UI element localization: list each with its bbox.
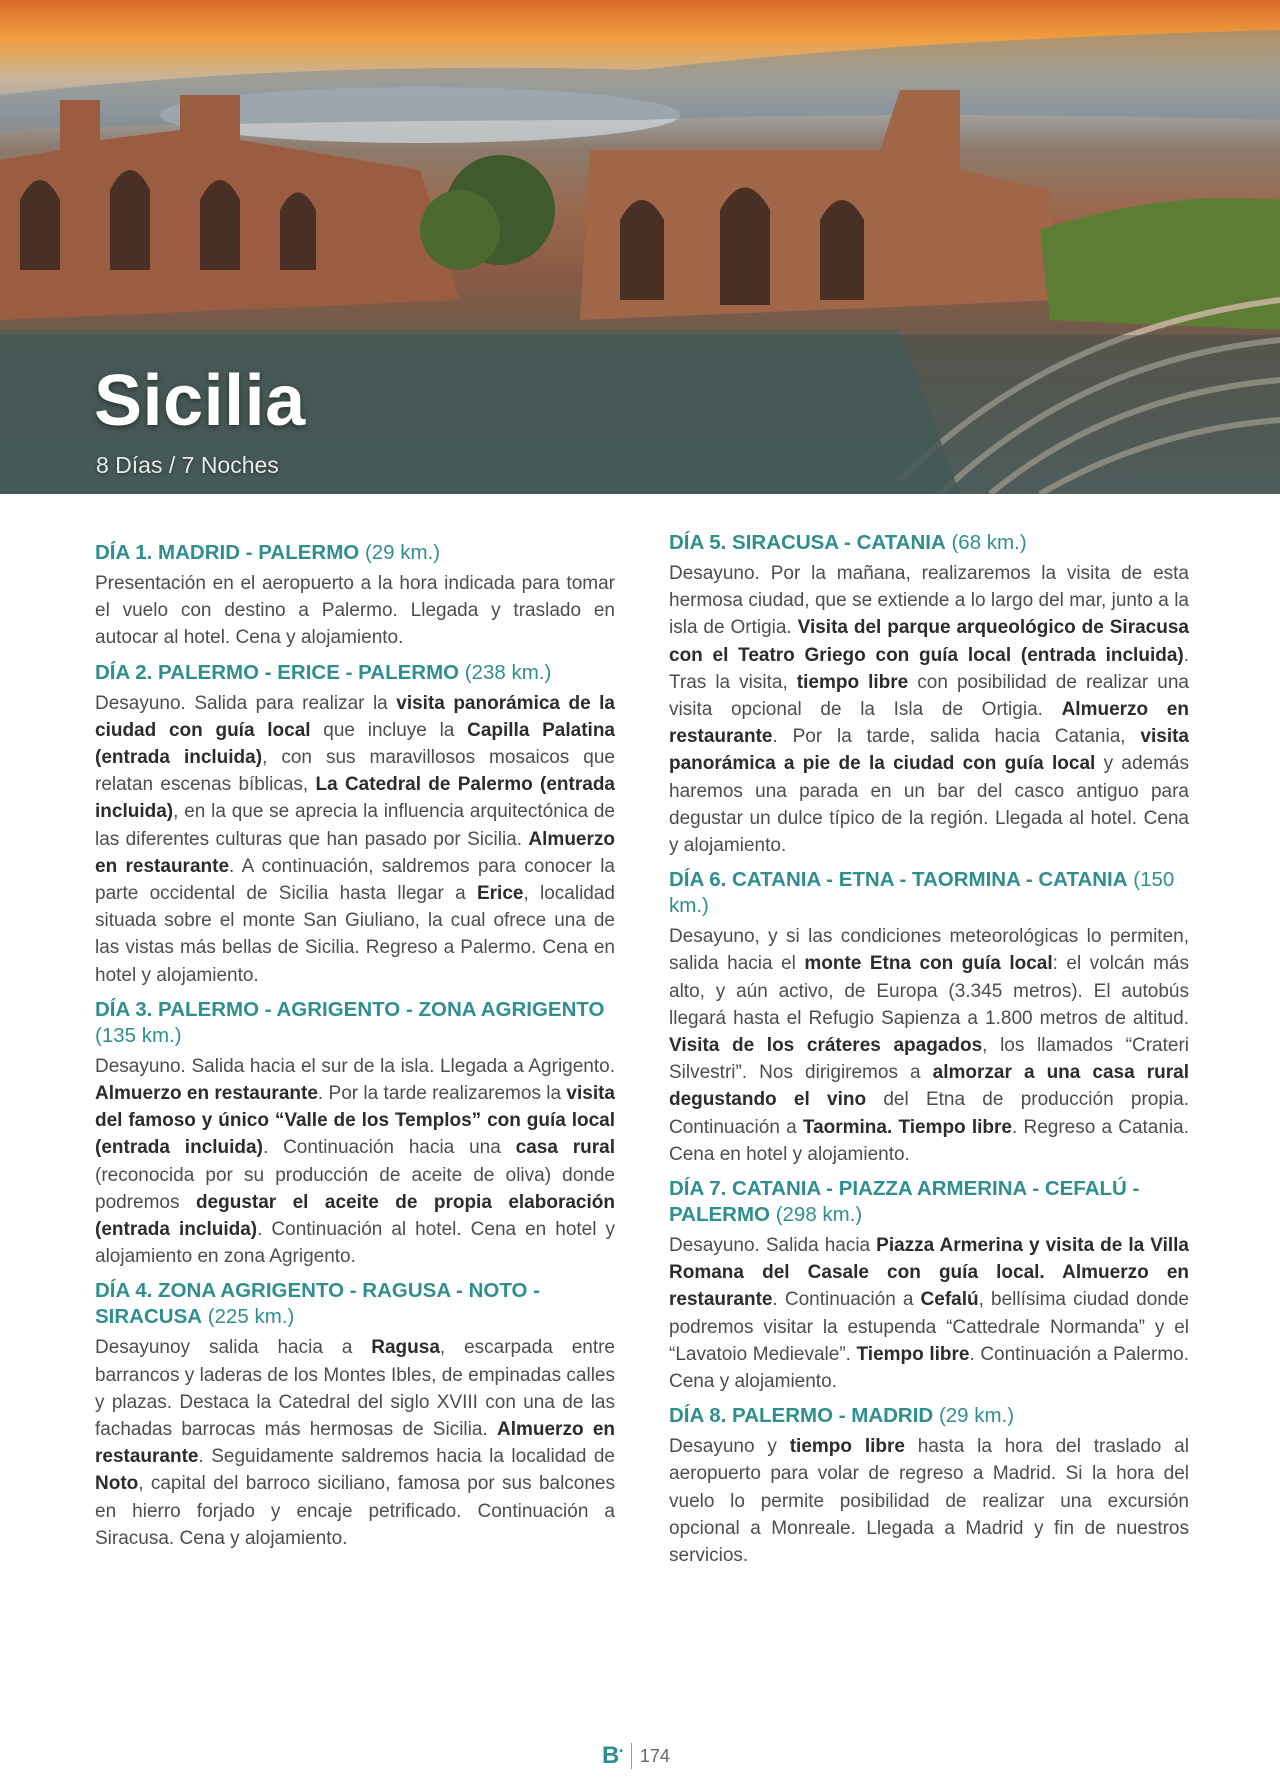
- day-description: [669, 1433, 1189, 1569]
- day-block: [669, 867, 1189, 1168]
- day-description: [669, 923, 1189, 1168]
- body-text: , con sus maravillosos mosaicos que relatan escenas bíblicas,: [95, 747, 615, 796]
- body-text: . Tras la visita,: [669, 644, 1189, 693]
- body-text: , en la que se aprecia la influencia arquitectónica de las diferentes culturas que han pasado por Sicilia.: [95, 801, 615, 850]
- day-heading: [95, 997, 615, 1049]
- itinerary-column-right: [669, 530, 1189, 1577]
- highlight-text: Visita de los cráteres apagados: [669, 1035, 983, 1057]
- body-text: . Regreso a Catania. Cena en hotel y alojamiento.: [669, 1116, 1190, 1165]
- day-route: CATANIA - PIAZZA ARMERINA - CEFALÚ - PALERMO: [669, 1177, 1140, 1227]
- highlight-text: Piazza Armerina y visita de la Villa Romana del Casale con guía local. Almuerzo en restaurante: [669, 1235, 1189, 1311]
- day-route: PALERMO - ERICE - PALERMO: [158, 660, 460, 684]
- highlight-text: Ragusa: [371, 1337, 440, 1359]
- day-distance: (135 km.): [95, 1023, 182, 1047]
- body-text: . A continuación, saldremos para conocer la parte occidental de Sicilia hasta llegar a: [95, 855, 615, 905]
- body-text: Desayuno. Salida para realizar la: [95, 692, 397, 714]
- highlight-text: Erice: [476, 883, 524, 905]
- day-distance: (225 km.): [207, 1305, 295, 1329]
- day-heading: [95, 1278, 615, 1330]
- body-text: del Etna de producción propia. Continuación a: [669, 1089, 1190, 1138]
- body-text: . Continuación a Palermo. Cena y alojamiento.: [669, 1343, 1189, 1393]
- highlight-text: casa rural: [515, 1137, 615, 1159]
- page-number: 174: [639, 1745, 670, 1766]
- day-label: DÍA 7.: [669, 1177, 727, 1201]
- body-text: , bellísima ciudad donde podremos visitar la estupenda “Cattedrale Normanda” y el “Lavatoio Medievale”.: [669, 1289, 1189, 1365]
- day-heading: [95, 660, 615, 686]
- body-text: Desayuno. Salida hacia el sur de la isla. Llegada a Agrigento.: [95, 1055, 615, 1077]
- day-route: PALERMO - AGRIGENTO - ZONA AGRIGENTO: [158, 997, 605, 1021]
- body-text: , los llamados “Crateri Silvestri”. Nos dirigiremos a: [669, 1035, 1189, 1084]
- highlight-text: visita panorámica de la ciudad con guía local: [95, 692, 615, 741]
- highlight-text: La Catedral de Palermo (entrada incluida): [95, 774, 615, 823]
- highlight-text: Noto: [95, 1473, 139, 1495]
- hero-banner: [0, 0, 1280, 494]
- day-block: [95, 1278, 615, 1552]
- day-block: [95, 997, 615, 1271]
- body-text: . Continuación hacia una: [262, 1137, 516, 1159]
- highlight-text: Almuerzo en restaurante: [95, 1419, 615, 1468]
- day-block: [669, 530, 1189, 859]
- page-footer: [602, 1742, 670, 1770]
- body-text: hasta la hora del traslado al aeropuerto para volar de regreso a Madrid. Si la hora del vuelo lo permite posibilidad de realizar una excursión opcional a Monreale. Llegada a Madrid y fin de nuestros servicios.: [669, 1436, 1189, 1567]
- highlight-text: tiempo libre: [796, 671, 909, 693]
- body-text: , capital del barroco siciliano, famosa por sus balcones en hierro forjado y encaje petrificado. Continuación a Siracusa. Cena y alojamiento.: [95, 1473, 615, 1549]
- highlight-text: Cefalú: [920, 1289, 979, 1311]
- day-description: [95, 690, 615, 989]
- day-distance: (68 km.): [951, 531, 1027, 554]
- day-label: DÍA 6.: [669, 868, 727, 892]
- day-route: PALERMO - MADRID: [732, 1404, 934, 1428]
- body-text: , escarpada entre barrancos y laderas de los Montes Ibles, de empinadas calles y plazas. Destaca la Catedral del siglo XVIII con una de las fachadas barrocas más hermosas de Sicilia.: [95, 1337, 616, 1441]
- day-label: DÍA 8.: [669, 1404, 727, 1428]
- day-block: [669, 1176, 1189, 1395]
- day-heading: [95, 540, 615, 566]
- day-block: [95, 540, 615, 652]
- day-route: CATANIA - ETNA - TAORMINA - CATANIA: [732, 868, 1128, 892]
- body-text: Presentación en el aeropuerto a la hora indicada para tomar el vuelo con destino a Palermo. Llegada y traslado en autocar al hotel. Cena y alojamiento.: [95, 573, 615, 649]
- day-heading: [669, 1403, 1189, 1429]
- day-label: DÍA 4.: [95, 1279, 153, 1303]
- highlight-text: Visita del parque arqueológico de Siracusa con el Teatro Griego con guía local (entrada incluida): [669, 617, 1189, 666]
- day-block: [95, 660, 615, 989]
- body-text: y además haremos una parada en un bar del casco antiguo para degustar un dulce típico de la región. Llegada al hotel. Cena y alojamiento.: [669, 753, 1189, 857]
- body-text: Desayunoy salida hacia a: [95, 1337, 372, 1359]
- day-distance: (238 km.): [464, 660, 552, 684]
- day-heading: [669, 1176, 1189, 1228]
- highlight-text: degustar el aceite de propia elaboración (entrada incluida): [95, 1191, 615, 1241]
- body-text: con posibilidad de realizar una visita opcional de la Isla de Ortigia.: [669, 671, 1189, 721]
- day-distance: (29 km.): [938, 1404, 1015, 1428]
- day-route: MADRID - PALERMO: [158, 541, 360, 564]
- highlight-text: Almuerzo en restaurante: [669, 699, 1189, 748]
- highlight-text: monte Etna con guía local: [804, 953, 1053, 975]
- day-description: [95, 1053, 615, 1271]
- body-text: que incluye la: [310, 719, 468, 741]
- body-text: Desayuno, y si las condiciones meteorológicas lo permiten, salida hacia el: [669, 926, 1189, 975]
- body-text: . Por la tarde, salida hacia Catania,: [772, 726, 1141, 748]
- day-description: [95, 570, 615, 652]
- body-text: Desayuno y: [669, 1436, 790, 1458]
- body-text: . Por la tarde realizaremos la: [317, 1083, 567, 1105]
- day-block: [669, 1403, 1189, 1569]
- day-distance: (298 km.): [775, 1203, 863, 1227]
- day-description: [669, 560, 1189, 859]
- itinerary-column-left: [95, 540, 615, 1560]
- body-text: Desayuno. Por la mañana, realizaremos la visita de esta hermosa ciudad, que se extiende a lo largo del mar, junto a la isla de Ortigia.: [669, 563, 1189, 639]
- highlight-text: visita del famoso y único “Valle de los Templos” con guía local (entrada incluida): [95, 1083, 615, 1159]
- highlight-text: visita panorámica a pie de la ciudad con guía local: [669, 726, 1189, 775]
- brand-logo: B•: [602, 1742, 623, 1769]
- body-text: : el volcán más alto, y aún activo, de Europa (3.345 metros). El autobús llegará hasta el Refugio Sapienza a 1.800 metros de altitud.: [669, 953, 1189, 1029]
- day-description: [95, 1334, 615, 1552]
- day-distance: (29 km.): [364, 541, 441, 564]
- day-label: DÍA 2.: [95, 660, 153, 684]
- footer-divider: [631, 1743, 632, 1769]
- day-distance: (150 km.): [669, 868, 1175, 918]
- page-title: Sicilia: [94, 361, 306, 441]
- body-text: . Continuación a: [772, 1289, 921, 1311]
- highlight-text: Almuerzo en restaurante: [95, 1083, 318, 1105]
- body-text: , localidad situada sobre el monte San Giuliano, la cual ofrece una de las vistas más bellas de Sicilia. Regreso a Palermo. Cena en hotel y alojamiento.: [95, 883, 615, 986]
- highlight-text: Capilla Palatina (entrada incluida): [95, 719, 615, 769]
- day-heading: [669, 530, 1189, 556]
- day-label: DÍA 5.: [669, 531, 727, 554]
- highlight-text: almorzar a una casa rural degustando el vino: [669, 1062, 1190, 1111]
- body-text: (reconocida por su producción de aceite de oliva) donde podremos: [95, 1164, 615, 1213]
- day-label: DÍA 3.: [95, 997, 153, 1021]
- day-label: DÍA 1.: [95, 541, 153, 564]
- highlight-text: Taormina. Tiempo libre: [802, 1116, 1012, 1138]
- day-description: [669, 1232, 1189, 1395]
- trip-duration: 8 Días / 7 Noches: [96, 452, 279, 478]
- body-text: . Continuación al hotel. Cena en hotel y alojamiento en zona Agrigento.: [95, 1219, 615, 1268]
- day-route: ZONA AGRIGENTO - RAGUSA - NOTO - SIRACUSA: [95, 1279, 540, 1329]
- day-heading: [669, 867, 1189, 919]
- day-route: SIRACUSA - CATANIA: [732, 531, 946, 554]
- body-text: Desayuno. Salida hacia: [669, 1235, 877, 1257]
- highlight-text: tiempo libre: [789, 1436, 905, 1458]
- brand-logo-letter: B: [602, 1742, 620, 1769]
- highlight-text: Almuerzo en restaurante: [95, 828, 615, 877]
- highlight-text: Tiempo libre: [856, 1343, 970, 1365]
- body-text: . Seguidamente saldremos hacia la localidad de: [198, 1446, 615, 1468]
